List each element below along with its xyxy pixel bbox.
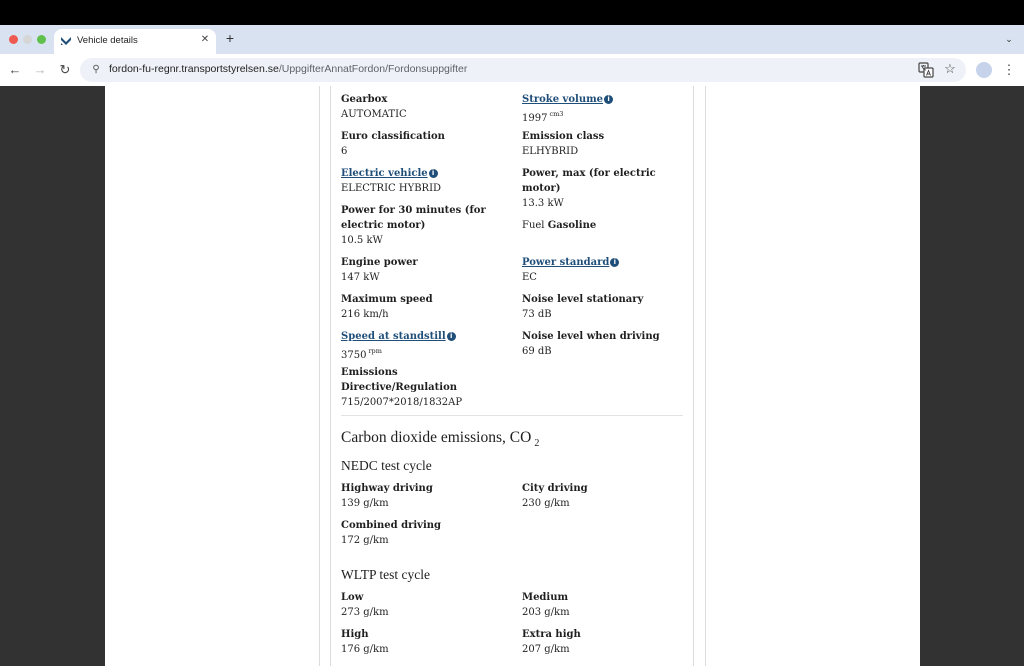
field-power-max-electric	[522, 166, 683, 211]
profile-icon[interactable]	[976, 62, 992, 78]
field-wltp-medium	[522, 590, 697, 620]
window-close-button[interactable]	[9, 35, 18, 44]
field-value: 216 km/h	[341, 309, 389, 320]
field-value: 715/2007*2018/1832AP	[341, 397, 463, 408]
field-label[interactable]: Electric vehicle	[341, 168, 428, 179]
field-label: Extra high	[522, 629, 581, 640]
field-highway-driving	[341, 481, 516, 511]
field-value: 3750	[341, 350, 367, 361]
field-label[interactable]: Speed at standstill	[341, 331, 446, 342]
field-city-driving	[522, 481, 697, 511]
field-gearbox	[341, 92, 516, 122]
unit-label: rpm	[368, 347, 382, 355]
stroke-volume-link[interactable]	[522, 92, 697, 107]
new-tab-button[interactable]: +	[225, 30, 235, 46]
field-value: 207 g/km	[522, 644, 570, 655]
info-icon[interactable]: i	[447, 332, 456, 341]
tab-close-icon[interactable]: ✕	[200, 34, 210, 45]
field-label: Gearbox	[341, 94, 388, 105]
field-value: 13.3 kW	[522, 198, 564, 209]
tab-title: Vehicle details	[77, 35, 138, 46]
field-label: Fuel	[522, 220, 545, 231]
power-standard-link[interactable]	[522, 255, 697, 270]
url-path: /UppgifterAnnatFordon/Fordonsuppgifter	[278, 63, 468, 75]
field-value: 172 g/km	[341, 535, 389, 546]
window-zoom-button[interactable]	[37, 35, 46, 44]
field-engine-power	[341, 255, 516, 285]
field-label: Noise level stationary	[522, 294, 644, 305]
field-label: Low	[341, 592, 364, 603]
field-label: High	[341, 629, 369, 640]
info-icon[interactable]: i	[429, 169, 438, 178]
tab-vehicle-details[interactable]	[54, 29, 216, 54]
field-emissions-directive	[341, 365, 516, 410]
field-label[interactable]: Power standard	[522, 257, 610, 268]
field-value: 1997	[522, 113, 548, 124]
field-label: Combined driving	[341, 520, 442, 531]
forward-button[interactable]: →	[33, 62, 47, 77]
vehicle-details-content	[341, 86, 683, 666]
section-divider	[341, 415, 683, 416]
field-maximum-speed	[341, 292, 516, 322]
field-speed-at-standstill	[341, 329, 516, 363]
url-host: fordon-fu-regnr.transportstyrelsen.se	[109, 63, 279, 75]
field-wltp-high	[341, 627, 516, 657]
wltp-heading: WLTP test cycle	[341, 567, 430, 582]
nedc-heading: NEDC test cycle	[341, 458, 432, 473]
field-value: 203 g/km	[522, 607, 570, 618]
field-label: Emission class	[522, 131, 605, 142]
address-bar[interactable]	[80, 58, 966, 82]
field-noise-stationary	[522, 292, 697, 322]
field-value: AUTOMATIC	[341, 109, 407, 120]
field-value: 176 g/km	[341, 644, 389, 655]
field-power-30-minutes	[341, 203, 506, 248]
field-power-standard	[522, 255, 697, 285]
translate-icon[interactable]	[918, 62, 934, 78]
field-value: Gasoline	[547, 220, 597, 231]
field-noise-driving	[522, 329, 697, 359]
bookmark-star-icon[interactable]: ☆	[944, 61, 956, 76]
field-label: Emissions Directive/Regulation	[341, 367, 458, 393]
field-wltp-extra-high	[522, 627, 697, 657]
screen-top-bar	[0, 0, 1024, 25]
field-label: City driving	[522, 483, 588, 494]
field-label[interactable]: Stroke volume	[522, 94, 604, 105]
site-info-icon[interactable]: ⚲	[92, 64, 100, 75]
field-value: ELHYBRID	[522, 146, 579, 157]
field-value: 73 dB	[522, 309, 552, 320]
field-value: 273 g/km	[341, 607, 389, 618]
page-viewport	[0, 86, 1024, 666]
co2-heading-text: Carbon dioxide emissions, CO	[341, 429, 532, 446]
page-body	[105, 86, 920, 666]
field-label: Power for 30 minutes (for electric motor)	[341, 205, 486, 231]
field-electric-vehicle	[341, 166, 516, 196]
field-value: 230 g/km	[522, 498, 570, 509]
field-euro-classification	[341, 129, 516, 159]
info-icon[interactable]: i	[604, 95, 613, 104]
field-label: Maximum speed	[341, 294, 433, 305]
browser-toolbar	[0, 54, 1024, 86]
column-border	[319, 86, 320, 666]
co2-subscript: 2	[534, 438, 540, 449]
kebab-menu-icon[interactable]: ⋮	[1002, 62, 1016, 77]
favicon-icon	[60, 35, 72, 47]
speed-standstill-link[interactable]	[341, 329, 516, 344]
field-value: 6	[341, 146, 348, 157]
field-combined-driving	[341, 518, 516, 548]
field-label: Noise level when driving	[522, 331, 660, 342]
unit-label: cm3	[549, 110, 564, 118]
reload-button[interactable]: ↻	[59, 62, 71, 77]
field-label: Medium	[522, 592, 569, 603]
co2-heading	[341, 429, 539, 449]
field-value: 10.5 kW	[341, 235, 383, 246]
field-value: 147 kW	[341, 272, 380, 283]
window-minimize-button[interactable]	[23, 35, 32, 44]
column-border	[693, 86, 694, 666]
info-icon[interactable]: i	[610, 258, 619, 267]
field-value: 139 g/km	[341, 498, 389, 509]
field-label: Engine power	[341, 257, 418, 268]
field-value: 69 dB	[522, 346, 552, 357]
url-text[interactable]	[109, 63, 467, 75]
field-label: Highway driving	[341, 483, 433, 494]
tab-search-icon[interactable]: ⌄	[1005, 34, 1013, 44]
field-value: EC	[522, 272, 537, 283]
tab-strip	[0, 25, 1024, 54]
field-stroke-volume	[522, 92, 697, 126]
field-wltp-low	[341, 590, 516, 620]
field-label: Power, max (for electric motor)	[522, 168, 656, 194]
field-label: Euro classification	[341, 131, 445, 142]
column-border	[705, 86, 706, 666]
column-border	[330, 86, 331, 666]
electric-vehicle-link[interactable]	[341, 166, 516, 181]
field-value: ELECTRIC HYBRID	[341, 183, 442, 194]
back-button[interactable]: ←	[8, 62, 22, 77]
field-fuel	[522, 218, 697, 233]
field-emission-class	[522, 129, 697, 159]
